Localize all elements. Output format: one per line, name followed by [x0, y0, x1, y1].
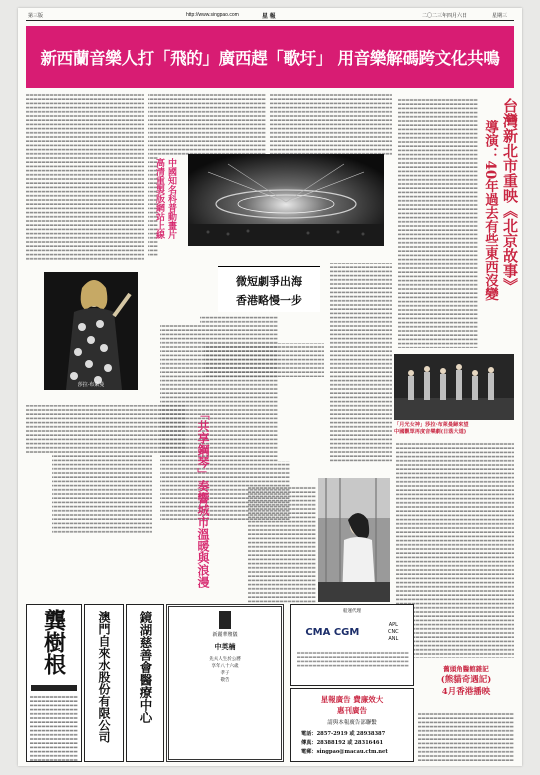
- calligraphy-ad-title: 龔樹根: [40, 609, 67, 675]
- obituary-heading: 新麗華殯儀: [212, 632, 238, 638]
- body-text-lines: [418, 712, 514, 762]
- shipping-ad: [290, 604, 414, 686]
- singer-photo: [44, 272, 138, 390]
- shipping-ad-text: [297, 651, 409, 667]
- concert-headline: [166, 158, 176, 278]
- obituary-notice: 新麗華殯儀 中英楠 先夫人生於公曆 享年八十六歲 孝子 敬告: [166, 604, 284, 762]
- piano-player-photo: [318, 478, 390, 602]
- drama-headline-1: 微短劇爭出海: [236, 275, 302, 288]
- drama-headline-2: 香港略慢一步: [236, 294, 302, 307]
- body-text-lines: [248, 486, 316, 604]
- medical-centre-name: 鏡湖慈善會醫療中心: [138, 611, 153, 724]
- concert-headline-1: 中國知名科普動畫片: [166, 158, 176, 239]
- piano-headline-2: 奏響城市溫暖與浪漫: [196, 480, 210, 588]
- medical-centre-ad: [126, 604, 164, 762]
- folio-line: [26, 11, 514, 21]
- piano-headline-1: 「共享鋼琴」: [196, 408, 210, 480]
- taiwan-headline-1: 台灣新北市重映: [501, 98, 519, 203]
- calligraphy-ad-text: [30, 695, 78, 761]
- newspaper-page: [18, 8, 522, 766]
- water-company-name: 澳門自來水股份有限公司: [97, 611, 111, 743]
- concert-stage-photo: [188, 154, 384, 246]
- site-url[interactable]: http://www.singpao.com: [186, 12, 239, 18]
- obituary-name: 中英楠: [214, 642, 236, 651]
- page-number: 第三版: [28, 13, 44, 19]
- film-line3: 4月香港播映: [441, 687, 491, 697]
- stage-photo-caption: 「月光女神」莎拉·布萊曼歸來望 中國觀眾再度音樂劇(日落大道): [394, 422, 469, 435]
- film-line2: (熊貓奇遇記): [440, 675, 492, 685]
- film-line1: 舊頭角醫館雜記: [443, 665, 489, 673]
- water-company-ad: [84, 604, 124, 762]
- weekday: 星期三: [492, 13, 508, 19]
- masthead: 星 報: [262, 14, 276, 20]
- taiwan-headline-2: 《北京故事》: [501, 203, 519, 293]
- classified-fax: 傳真：28388192 或 28316461: [301, 740, 384, 746]
- concert-headline-2: 高清重製版網站上線: [154, 158, 164, 239]
- concert-headline: [154, 158, 164, 278]
- issue-date: 二〇二三年四月六日: [422, 13, 468, 19]
- classified-ad: [290, 688, 414, 762]
- obituary-emblem: [219, 611, 231, 629]
- shipping-label: 船運代理: [343, 609, 361, 614]
- classified-line1: 星報廣告 費廉效大: [320, 695, 384, 704]
- classified-phone[interactable]: 電話：2857-2919 或 28938387: [301, 731, 386, 737]
- body-text-lines: [398, 98, 478, 348]
- classified-line3: 請與本報廣告部聯繫: [327, 720, 377, 726]
- cnc-logo: CNC: [387, 629, 399, 635]
- taiwan-subheadline: 導演：40年過去有些東西沒變: [482, 120, 498, 301]
- headline-banner: [26, 26, 514, 88]
- apl-logo: APL: [388, 622, 398, 628]
- stage-musical-photo: [394, 354, 514, 420]
- anl-logo: ANL: [388, 636, 399, 642]
- classified-email[interactable]: 電郵：singpao@macau.ctm.net: [301, 749, 388, 755]
- taiwan-headline: [502, 98, 518, 358]
- drama-headline-box: [218, 266, 320, 312]
- banner-headline: 新西蘭音樂人打「飛的」廣西趕「歌圩」 用音樂解碼跨文化共鳴: [40, 49, 500, 68]
- classified-line2: 惠刊廣告: [337, 706, 367, 715]
- film-screening-notice: [418, 660, 514, 710]
- piano-headline: [196, 408, 209, 608]
- singer-photo-caption: 莎拉·布萊曼: [77, 382, 105, 388]
- calligraphy-ad: [26, 604, 82, 762]
- cma-cgm-logo: CMA CGM: [305, 627, 360, 638]
